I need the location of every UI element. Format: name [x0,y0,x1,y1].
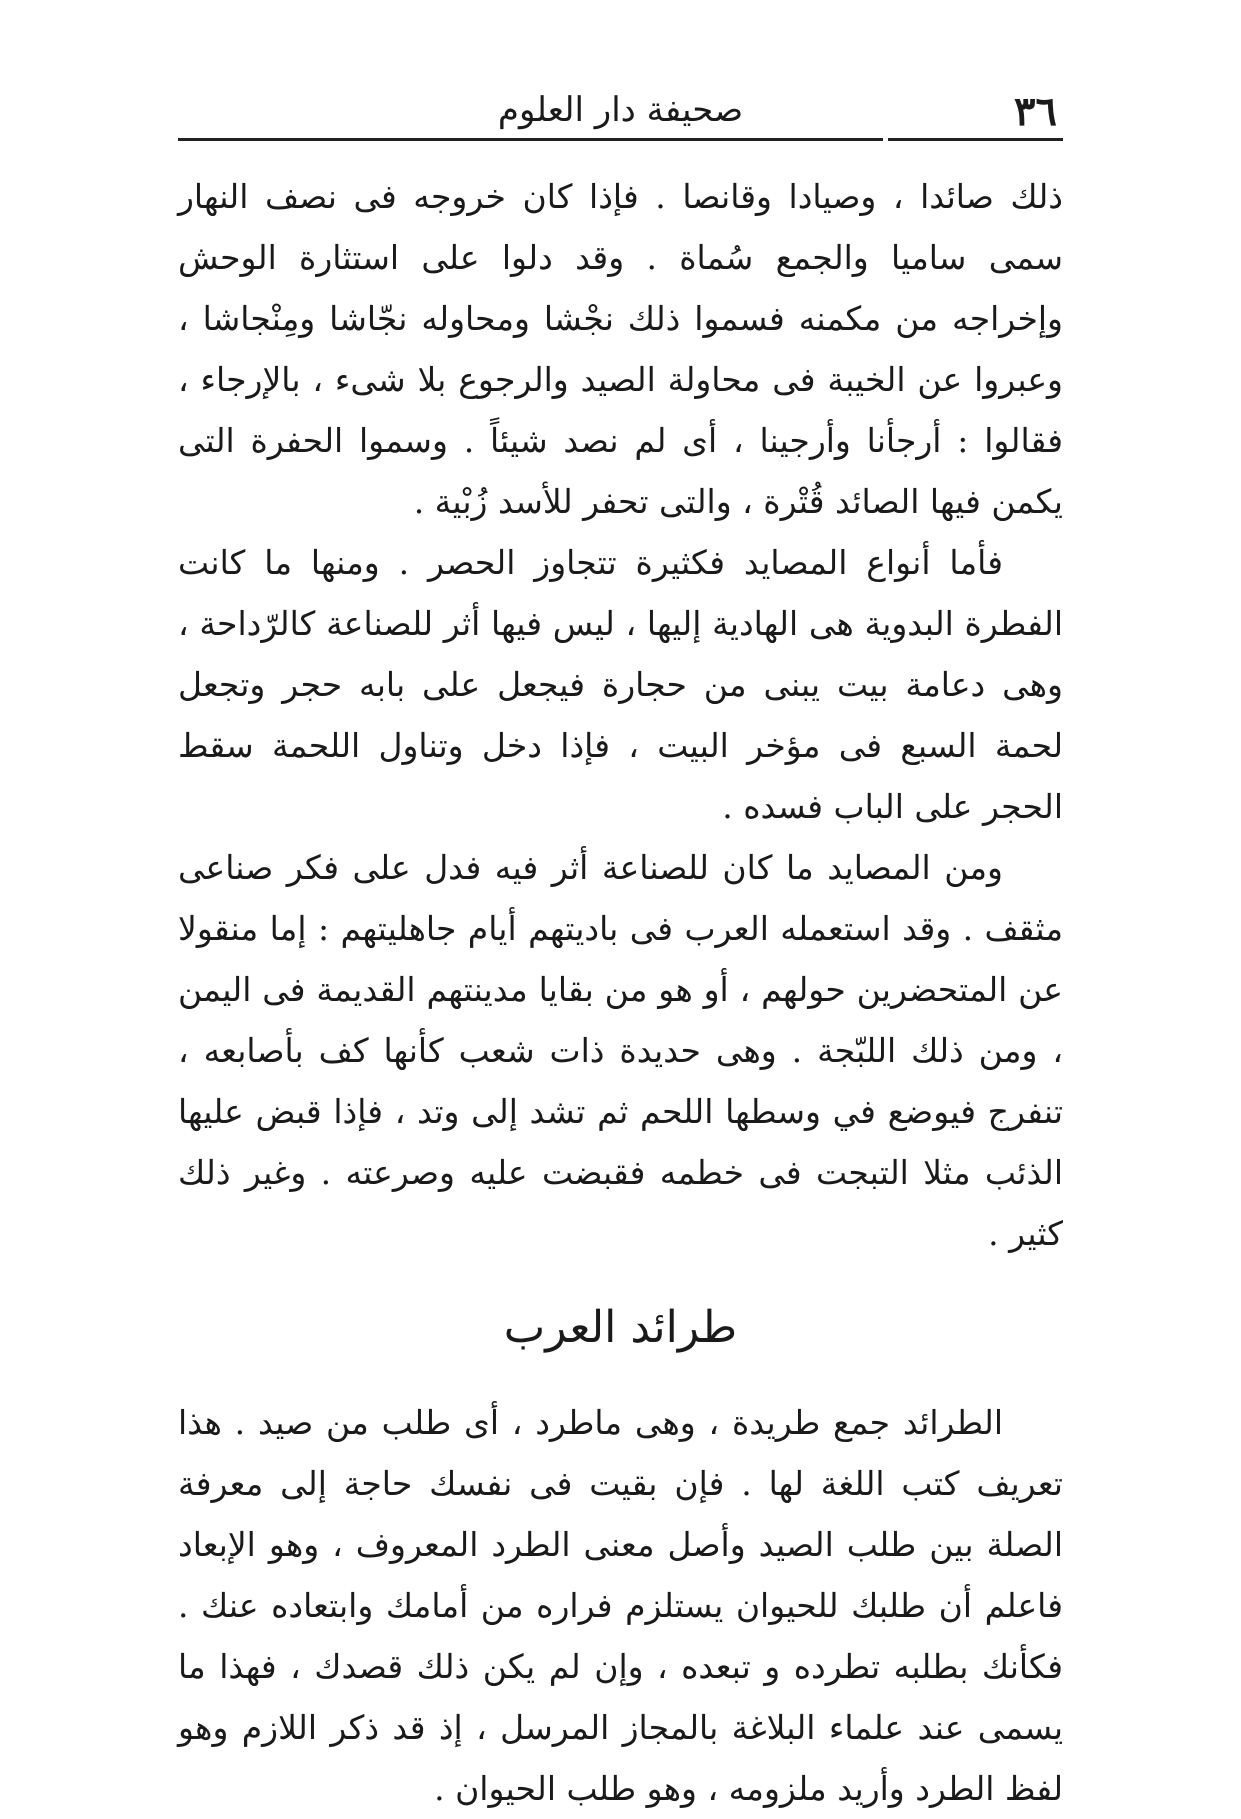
header-rule-right [888,138,1063,141]
running-title: صحيفة دار العلوم [497,90,744,130]
page-number: ٣٦ [1014,88,1057,135]
paragraph-4: الطرائد جمع طريدة ، وهى ماطرد ، أى طلب من صيد . هذا تعريف كتب اللغة لها . فإن بقيت فى نفسك حاجة إلى معرفة الصلة بين طلب الصيد وأصل معنى الطرد المعروف ، وهو الإبعاد فاعلم أن طلبك للحيوان يستلزم فراره من أمامك وابتعاده عنك . فكأنك بطلبه تطرده و تبعده ، وإن لم يكن ذلك قصدك ، فهذا ما يسمى عند علماء البلاغة بالمجاز المرسل ، إذ قد ذكر اللازم وهو لفظ الطرد وأريد ملزومه ، وهو طلب الحيوان . [178,1403,1063,1808]
section-heading: طرائد العرب [503,1302,738,1353]
paragraph-1: ذلك صائدا ، وصيادا وقانصا . فإذا كان خروجه فى نصف النهار سمى ساميا والجمع سُماة . وقد دلوا على استثارة الوحش وإخراجه من مكمنه فسموا ذلك نجْشا ومحاوله نجّاشا ومِنْجاشا ، وعبروا عن الخيبة فى محاولة الصيد والرجوع بلا شىء ، بالإرجاء ، فقالوا : أرجأنا وأرجينا ، أى لم نصد شيئاً . وسموا الحفرة التى يكمن فيها الصائد قُتْرة ، والتى تحفر للأسد زُبْية . [178,177,1063,521]
page-header [178,78,1063,140]
header-rule-left [178,138,883,141]
paragraph-3: ومن المصايد ما كان للصناعة أثر فيه فدل على فكر صناعى مثقف . وقد استعمله العرب فى باديتهم أيام جاهليتهم : إما منقولا عن المتحضرين حولهم ، أو هو من بقايا مدينتهم القديمة فى اليمن ، ومن ذلك اللبّجة . وهى حديدة ذات شعب كأنها كف بأصابعه ، تنفرج فيوضع في وسطها اللحم ثم تشد إلى وتد ، فإذا قبض عليها الذئب مثلا التبجت فى خطمه فقبضت عليه وصرعته . وغير ذلك كثير . [178,848,1063,1253]
body-text [178,166,1063,1819]
paragraph-2: فأما أنواع المصايد فكثيرة تتجاوز الحصر . ومنها ما كانت الفطرة البدوية هى الهادية إليها ، ليس فيها أثر للصناعة كالرّداحة ، وهى دعامة بيت يبنى من حجارة فيجعل على بابه حجر وتجعل لحمة السبع فى مؤخر البيت ، فإذا دخل وتناول اللحمة سقط الحجر على الباب فسده . [178,543,1063,826]
